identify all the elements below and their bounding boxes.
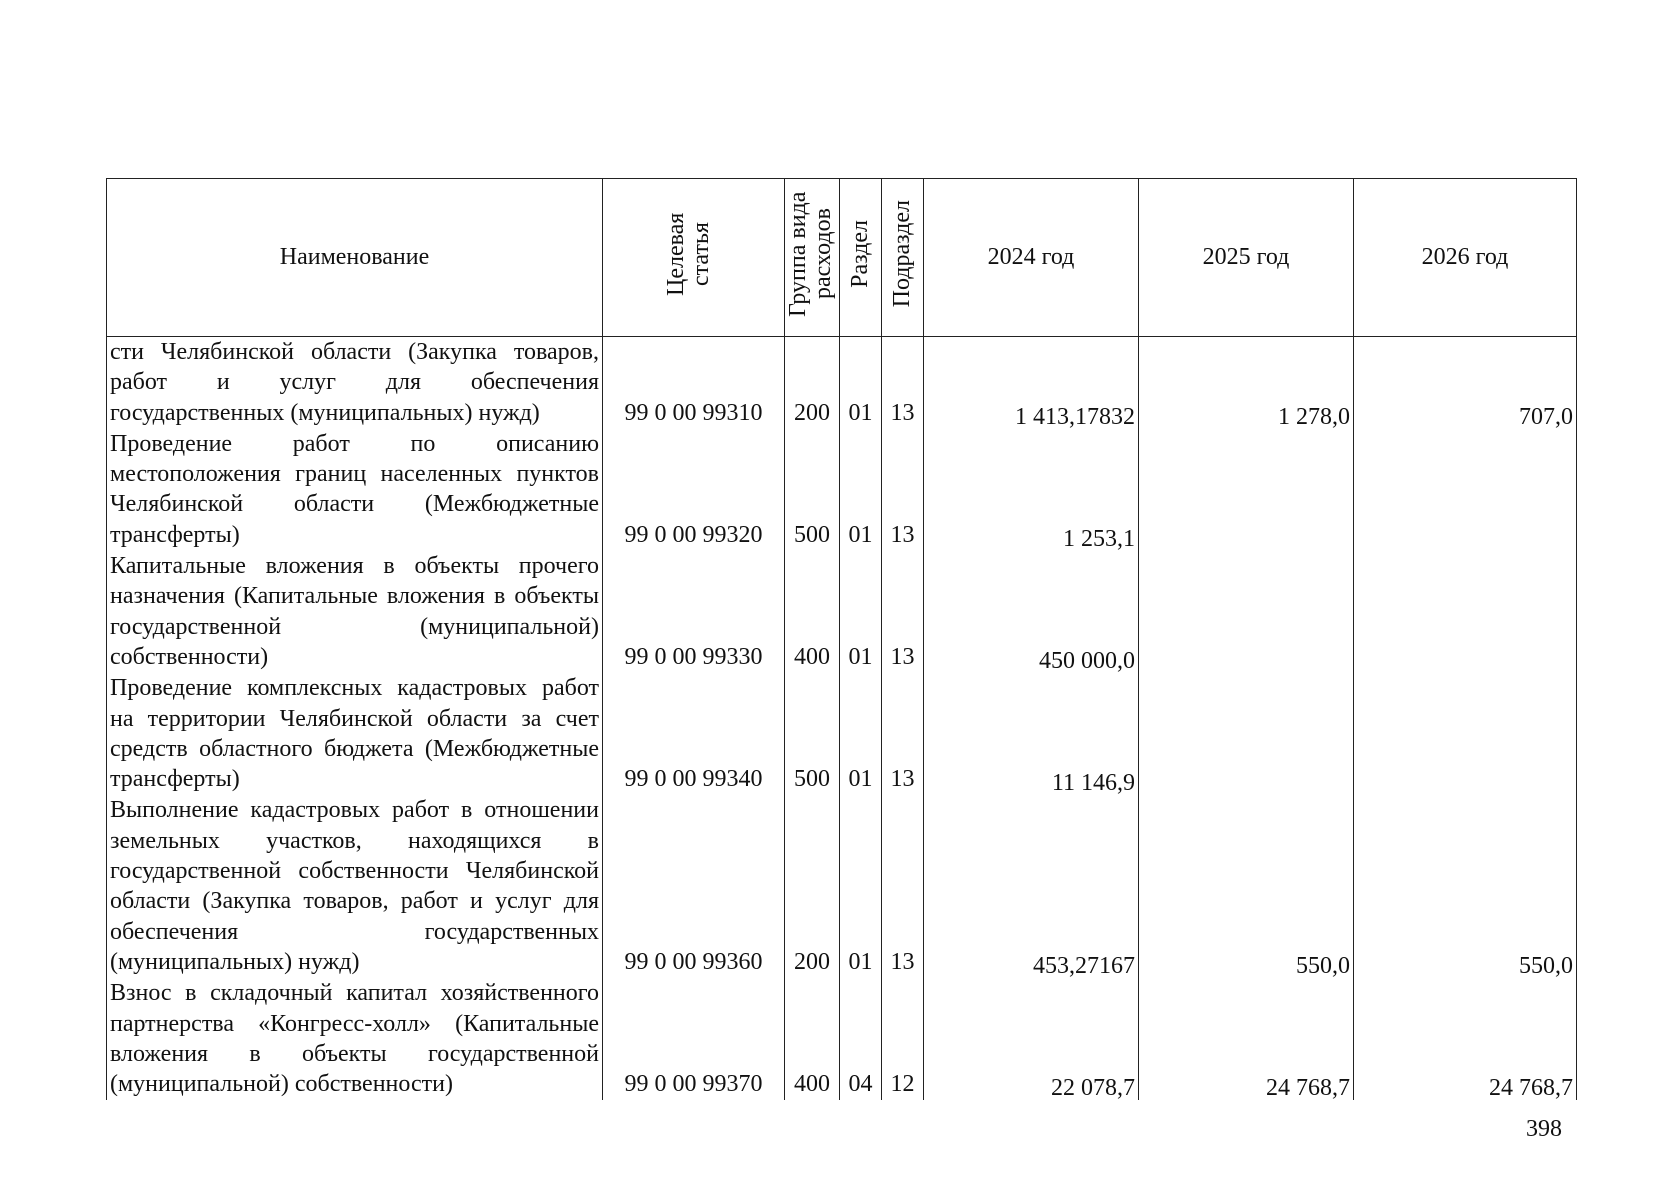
row-value-2026: 707,0 [1354,337,1577,429]
row-expense-group: 400 [785,978,840,1100]
row-value-2026 [1354,551,1577,673]
header-name: Наименование [107,179,603,337]
row-section: 04 [840,978,882,1100]
row-value-2024: 450 000,0 [924,551,1139,673]
row-value-2025: 24 768,7 [1139,978,1354,1100]
row-section: 01 [840,795,882,978]
page-number: 398 [1526,1116,1562,1142]
row-value-2025 [1139,429,1354,551]
row-value-2026: 24 768,7 [1354,978,1577,1100]
row-value-2026 [1354,429,1577,551]
row-value-2026 [1354,673,1577,795]
row-subsection: 13 [882,551,924,673]
row-target-article: 99 0 00 99360 [603,795,785,978]
header-target-article: Целевая статья [603,179,785,337]
row-value-2024: 1 413,17832 [924,337,1139,429]
budget-table [106,178,1577,1100]
row-value-2024: 11 146,9 [924,673,1139,795]
row-target-article: 99 0 00 99320 [603,429,785,551]
row-section: 01 [840,429,882,551]
row-subsection: 13 [882,673,924,795]
row-subsection: 12 [882,978,924,1100]
row-value-2025: 1 278,0 [1139,337,1354,429]
row-name: Проведение комплексных кадастровых работ на территории Челябинской области за счет средств областного бюджета (Межбюджетные трансферты) [107,673,603,795]
row-value-2024: 1 253,1 [924,429,1139,551]
row-name: сти Челябинской области (Закупка товаров, работ и услуг для обеспечения государственных (муниципальных) нужд) [107,337,603,429]
header-expense-group: Группа вида расходов [785,179,840,337]
header-year-2024: 2024 год [924,179,1139,337]
row-expense-group: 400 [785,551,840,673]
table-row [107,795,1577,978]
row-target-article: 99 0 00 99330 [603,551,785,673]
row-target-article: 99 0 00 99340 [603,673,785,795]
row-value-2026: 550,0 [1354,795,1577,978]
header-year-2026: 2026 год [1354,179,1577,337]
row-section: 01 [840,551,882,673]
table-row [107,337,1577,429]
table-row [107,551,1577,673]
row-section: 01 [840,337,882,429]
row-target-article: 99 0 00 99370 [603,978,785,1100]
table-header-row [107,179,1577,337]
row-section: 01 [840,673,882,795]
header-year-2025: 2025 год [1139,179,1354,337]
table-row [107,673,1577,795]
row-name: Капитальные вложения в объекты прочего назначения (Капитальные вложения в объекты государственной (муниципальной) собственности) [107,551,603,673]
table-row [107,429,1577,551]
row-value-2025 [1139,673,1354,795]
row-value-2025 [1139,551,1354,673]
table-row [107,978,1577,1100]
row-subsection: 13 [882,429,924,551]
row-subsection: 13 [882,795,924,978]
row-subsection: 13 [882,337,924,429]
header-subsection: Подраздел [882,179,924,337]
row-target-article: 99 0 00 99310 [603,337,785,429]
row-value-2025: 550,0 [1139,795,1354,978]
row-expense-group: 500 [785,673,840,795]
header-section: Раздел [840,179,882,337]
row-value-2024: 22 078,7 [924,978,1139,1100]
row-name: Выполнение кадастровых работ в отношении земельных участков, находящихся в государственной собственности Челябинской области (Закупка товаров, работ и услуг для обеспечения государственных (муниципальных) нужд) [107,795,603,978]
row-expense-group: 200 [785,795,840,978]
row-name: Проведение работ по описанию местоположения границ населенных пунктов Челябинской области (Межбюджетные трансферты) [107,429,603,551]
row-expense-group: 200 [785,337,840,429]
row-expense-group: 500 [785,429,840,551]
row-value-2024: 453,27167 [924,795,1139,978]
row-name: Взнос в складочный капитал хозяйственного партнерства «Конгресс-холл» (Капитальные вложения в объекты государственной (муниципальной) собственности) [107,978,603,1100]
